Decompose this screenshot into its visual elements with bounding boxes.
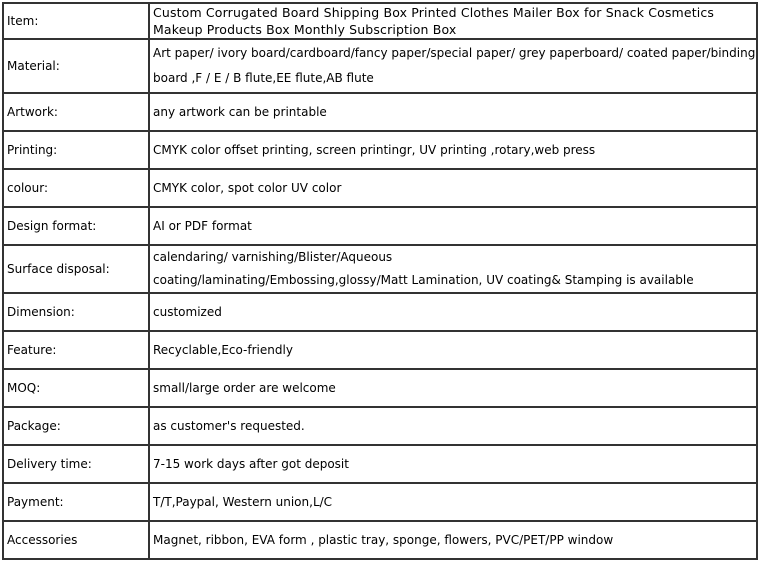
spec-row-package	[3, 407, 757, 445]
spec-value-line: AI or PDF format	[153, 219, 252, 233]
spec-row-dimension	[3, 293, 757, 331]
spec-value	[149, 521, 757, 559]
spec-label: MOQ:	[3, 369, 149, 407]
spec-label: Material:	[3, 39, 149, 93]
spec-value-line: coating/laminating/Embossing,glossy/Matt Lamination, UV coating& Stamping is available	[153, 273, 694, 287]
spec-row-design-format	[3, 207, 757, 245]
spec-value	[149, 207, 757, 245]
spec-label: Delivery time:	[3, 445, 149, 483]
spec-value	[149, 169, 757, 207]
spec-value-line: any artwork can be printable	[153, 105, 327, 119]
spec-value-line: T/T,Paypal, Western union,L/C	[153, 495, 333, 509]
spec-value	[149, 131, 757, 169]
spec-label: Surface disposal:	[3, 245, 149, 293]
spec-row-surface-disposal	[3, 245, 757, 293]
spec-row-colour	[3, 169, 757, 207]
spec-label: Item:	[3, 3, 149, 39]
spec-row-delivery-time	[3, 445, 757, 483]
spec-value	[149, 39, 757, 93]
spec-label: Payment:	[3, 483, 149, 521]
spec-row-feature	[3, 331, 757, 369]
spec-value	[149, 369, 757, 407]
spec-value	[149, 245, 757, 293]
spec-value-line: Recyclable,Eco-friendly	[153, 343, 293, 357]
spec-label: Design format:	[3, 207, 149, 245]
spec-label: colour:	[3, 169, 149, 207]
spec-value-line: small/large order are welcome	[153, 381, 336, 395]
spec-value	[149, 3, 757, 39]
spec-value-line: CMYK color, spot color UV color	[153, 181, 342, 195]
spec-row-artwork	[3, 93, 757, 131]
spec-label: Package:	[3, 407, 149, 445]
spec-label: Dimension:	[3, 293, 149, 331]
spec-row-moq	[3, 369, 757, 407]
spec-value	[149, 407, 757, 445]
product-spec-table	[2, 2, 758, 560]
spec-value	[149, 483, 757, 521]
spec-value-line: Magnet, ribbon, EVA form , plastic tray, sponge, flowers, PVC/PET/PP window	[153, 533, 614, 547]
spec-value-line: as customer's requested.	[153, 419, 305, 433]
spec-value-line: Custom Corrugated Board Shipping Box Printed Clothes Mailer Box for Snack Cosmetics	[153, 5, 715, 20]
spec-value-line: customized	[153, 305, 222, 319]
spec-label: Artwork:	[3, 93, 149, 131]
spec-row-printing	[3, 131, 757, 169]
spec-value	[149, 331, 757, 369]
spec-value-line: Art paper/ ivory board/cardboard/fancy paper/special paper/ grey paperboard/ coated paper/binding	[153, 46, 756, 60]
spec-label: Accessories	[3, 521, 149, 559]
spec-value-line: board ,F / E / B flute,EE flute,AB flute	[153, 71, 374, 85]
spec-value-line: CMYK color offset printing, screen printingr, UV printing ,rotary,web press	[153, 143, 596, 157]
spec-value-line: calendaring/ varnishing/Blister/Aqueous	[153, 250, 393, 264]
spec-row-payment	[3, 483, 757, 521]
spec-value-line: Makeup Products Box Monthly Subscription Box	[153, 22, 457, 37]
spec-row-accessories	[3, 521, 757, 559]
spec-value	[149, 293, 757, 331]
spec-value	[149, 93, 757, 131]
spec-value	[149, 445, 757, 483]
spec-row-item	[3, 3, 757, 39]
spec-row-material	[3, 39, 757, 93]
spec-label: Printing:	[3, 131, 149, 169]
spec-value-line: 7-15 work days after got deposit	[153, 457, 349, 471]
spec-label: Feature:	[3, 331, 149, 369]
